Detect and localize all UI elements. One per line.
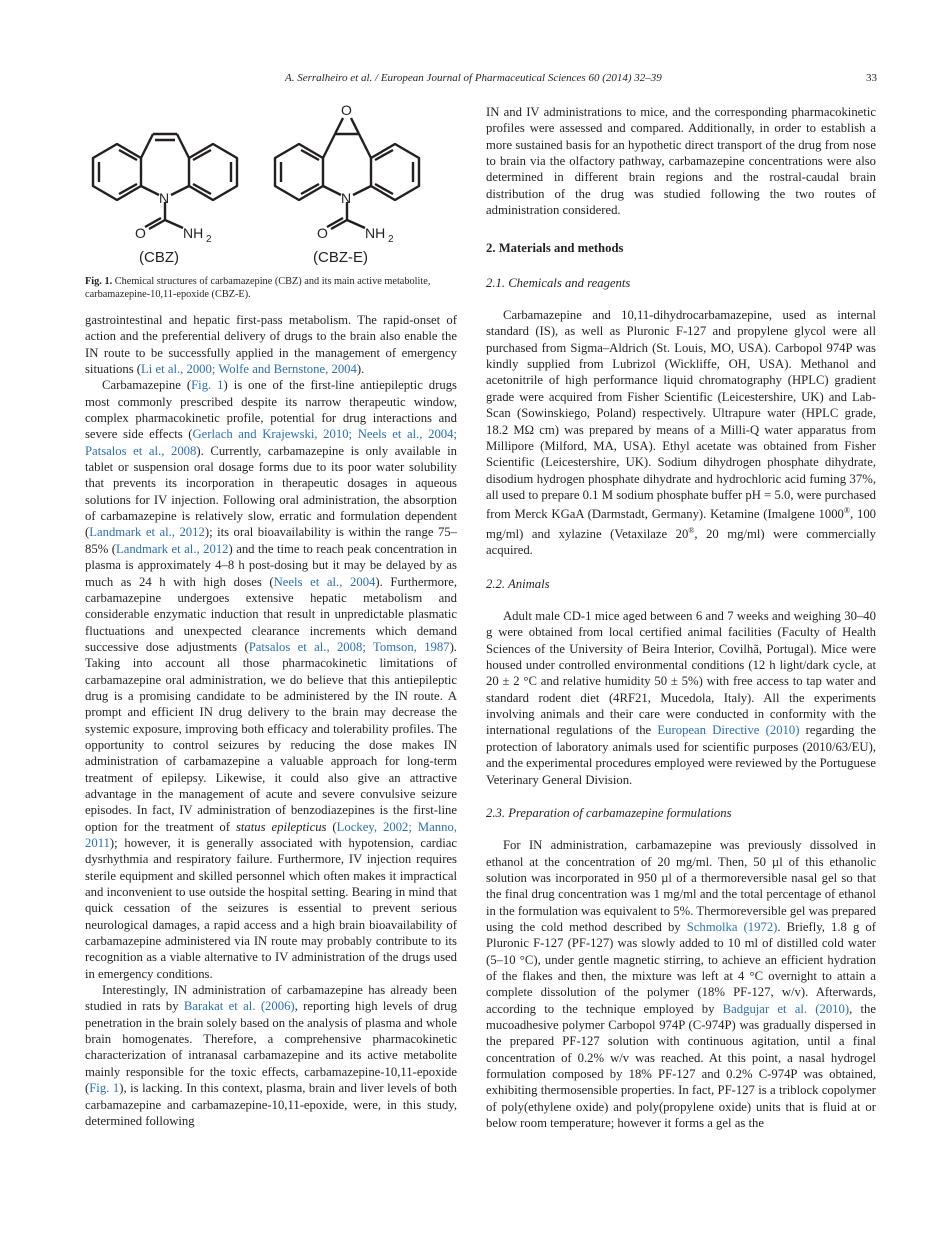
text-run: Adult male CD-1 mice aged between 6 and 7 weeks and weighing 30–40 g were obtained from local certified animal facilities (Faculty of Health Sciences of the University of Beira Interior, Covilhã, Portugal). Mice were housed under controlled environmental conditions (12 h light/dark cycle, at 20 ± 2 °C and relative humidity 50 ± 5%) with free access to tap water and standard rodent diet (4RF21, Mucedola, Italy). All the experiments involving animals and their care were conducted in conformity with the international regulations of the — [486, 609, 876, 738]
text-run: ) and the time to reach peak concentration in plasma is approximately 4–8 h post-dosing but it may be delayed by as much as 24 h with high doses ( — [85, 541, 458, 589]
registered-mark: ® — [688, 525, 695, 535]
citation-link[interactable]: Schmolka (1972) — [686, 919, 778, 934]
text-run: ); its oral bioavailability is within the range 75–85% ( — [85, 525, 457, 556]
text-run: For IN administration, carbamazepine was previously dissolved in ethanol at the concentration of 20 mg/ml. Then, 50 µl of this ethanolic solution was incorporated in 950 µl of a thermoreversible nasal gel so that the final drug concentration was 1 mg/ml and the total percentage of ethanol in the formulation was equivalent to 5%. Thermoreversible gel was prepared using the cold method described by — [486, 838, 876, 934]
citation-link[interactable]: Barakat et al. (2006) — [183, 999, 295, 1014]
paragraph: IN and IV administrations to mice, and the corresponding pharmacokinetic profiles were assessed and compared. Additionally, in order to establish a more sustained basis for an hypothetic direct transport of the drug from nose to brain via the olfactory pathway, carbamazepine concentrations were also determined in different brain regions and the rostral-caudal brain distribution of the drug was studied following the two routes of administration considered. — [486, 105, 876, 218]
text-run: , 20 mg/ml) were commercially acquired. — [486, 527, 876, 558]
cbz-label: (CBZ) — [139, 249, 179, 266]
figure-caption — [85, 275, 457, 301]
cbze-atom-n: N — [341, 190, 352, 206]
text-run: ); however, it is generally associated with hypotension, cardiac dysrhythmia and respiratory failure. Furthermore, IV injection requires sterile equipment and skilled personnel which often makes it impractical and inconvenient to use outside the hospital setting. Bearing in mind that quick cessation of the seizures is essential to prevent serious neurological damages, a rapid access and a high brain bioavailability of carbamazepine administered via IN route may probably contribute to its recognition as a viable alternative to IV administration of the drugs used in emergency conditions. — [85, 836, 457, 981]
cbz-structure — [93, 134, 237, 229]
citation-link[interactable]: Lockey, 2002; Manno, 2011 — [85, 819, 457, 850]
text-run: ). — [356, 362, 365, 377]
paragraph — [85, 312, 457, 377]
right-column — [486, 104, 876, 1131]
paragraph — [486, 837, 876, 1131]
paragraph — [85, 377, 457, 982]
citation-link[interactable]: European Directive (2010) — [657, 723, 800, 738]
citation-link[interactable]: Landmark et al., 2012 — [115, 541, 229, 556]
figure-caption-text: Chemical structures of carbamazepine (CBZ) and its main active metabolite, carbamazepine-10,11-epoxide (CBZ-E). — [85, 276, 431, 300]
paragraph — [486, 608, 876, 788]
text-run: ). Furthermore, carbamazepine undergoes extensive hepatic metabolism and considerable enzymatic induction that result in unpredictable plasmatic fluctuations and unexpected clearance increments which demand successive dose adjustments ( — [85, 574, 457, 654]
cbze-epoxide-o: O — [341, 102, 352, 118]
text-run: ). Currently, carbamazepine is only available in tablet or suspension oral dosage forms due to its poor water solubility that prevents its incorporation in therapeutic dosages in aqueous solutions for IV injection. Following oral administration, the absorption of carbamazepine is relatively slow, erratic and formulation dependent ( — [85, 443, 457, 540]
cbz-atom-sub: 2 — [206, 234, 212, 245]
text-run: gastrointestinal and hepatic first-pass metabolism. The rapid-onset of action and the preferential delivery of drugs to the brain also enable the IN route to be successfully applied in the management of emergency situations ( — [85, 313, 457, 377]
text-run: ) is one of the first-line antiepileptic drugs most commonly prescribed despite its narrow therapeutic window, complex pharmacokinetic profile, potential for drug interactions and severe side effects ( — [85, 378, 457, 442]
subsection-heading: 2.2. Animals — [486, 576, 550, 591]
text-run: , 100 mg/ml) and xylazine (Vetaxilaze 20 — [486, 507, 877, 542]
citation-link[interactable]: Neels et al., 2004 — [273, 574, 376, 589]
paragraph — [85, 982, 457, 1129]
journal-citation: A. Serralheiro et al. / European Journal of Pharmaceutical Sciences 60 (2014) 32–39 — [285, 72, 662, 84]
section-heading: 2. Materials and methods — [486, 241, 624, 256]
registered-mark: ® — [843, 506, 850, 516]
text-run: regarding the protection of laboratory animals used for scientific purposes (2010/63/EU), and the experimental procedures employed were reviewed by the Portuguese Veterinary General Division. — [486, 723, 876, 787]
italic-term: status epilepticus — [235, 819, 327, 834]
cbze-atom-o: O — [317, 225, 328, 241]
citation-link[interactable]: Badgujar et al. (2010) — [722, 1001, 850, 1016]
citation-link[interactable]: Landmark et al., 2012 — [89, 525, 205, 540]
subsection-heading: 2.3. Preparation of carbamazepine formulations — [486, 805, 732, 820]
cbz-atom-n: N — [159, 190, 170, 206]
figure-1 — [85, 98, 457, 268]
text-run: Interestingly, IN administration of carbamazepine has already been studied in rats by — [85, 983, 457, 1014]
figure-link[interactable]: Fig. 1 — [191, 378, 224, 393]
figure-caption-label: Fig. 1. — [85, 276, 113, 287]
cbz-atom-o: O — [135, 225, 146, 241]
cbze-structure — [275, 118, 419, 229]
text-run: ). Taking into account all those pharmacokinetic limitations of carbamazepine oral administration, we do believe that this antiepileptic drug is a promising candidate to be administered by the IN route. A prompt and efficient IN drug delivery to the brain may decrease the systemic exposure, improving both efficacy and tolerability profiles. The opportunity to control seizures by reducing the dose makes IN administration of carbamazepine a valuable approach for long-term treatment of epilepsy. Likewise, it could also give an attractive advantage in the management of acute and severe convulsive seizure episodes. In fact, IV administration of benzodiazepines is the first-line option for the treatment of — [85, 639, 457, 834]
subsection-heading: 2.1. Chemicals and reagents — [486, 275, 631, 290]
cbz-atom-nh: NH — [183, 225, 204, 241]
page-number: 33 — [866, 72, 877, 84]
cbze-label: (CBZ-E) — [313, 249, 368, 266]
paragraph — [486, 307, 876, 559]
text-run: , reporting high levels of drug penetration in the brain solely based on the analysis of plasma and whole brain homogenates. Therefore, a comprehensive pharmacokinetic characterization of intranasal carbamazepine and its active metabolite mainly responsible for the toxic effects, carbamazepine-10,11-epoxide ( — [85, 999, 457, 1096]
text-run: ), is lacking. In this context, plasma, brain and liver levels of both carbamazepine and carbamazepine-10,11-epoxide, were, in this study, determined following — [85, 1081, 457, 1128]
text-run: . Briefly, 1.8 g of Pluronic F-127 (PF-127) was slowly added to 10 ml of distilled cold water (5–10 °C), under gentle magnetic stirring, to achieve an efficient hydration of the flakes and then, the mixture was left at 4 °C overnight to attain a complete dissolution of the polymer (18% PF-127, w/v). Afterwards, according to the technique employed by — [486, 919, 876, 1016]
citation-link[interactable]: Li et al., 2000; Wolfe and Bernstone, 2004 — [141, 362, 357, 377]
figure-link[interactable]: Fig. 1 — [89, 1081, 120, 1096]
cbze-atom-sub: 2 — [388, 234, 394, 245]
text-run: ( — [326, 819, 337, 834]
citation-link[interactable]: Gerlach and Krajewski, 2010; Neels et al., 2004; Patsalos et al., 2008 — [85, 427, 457, 458]
cbze-atom-nh: NH — [365, 225, 386, 241]
citation-link[interactable]: Patsalos et al., 2008; Tomson, 1987 — [248, 639, 450, 654]
text-run: Carbamazepine ( — [102, 378, 192, 393]
chemical-structures — [85, 98, 457, 268]
text-run: Carbamazepine and 10,11-dihydrocarbamazepine, used as internal standard (IS), as well as Pluronic F-127 and propylene glycol were all purchased from Sigma–Aldrich (St. Louis, MO, USA). Carbopol 974P was kindly supplied from Lubrizol (Wickliffe, OH, USA). Methanol and acetonitrile of high performance liquid chromatography (HPLC) gradient grade were acquired from Fisher Scientific (Leicestershire, UK) and Lab-Scan (Sowinskiego, Poland) respectively. Ultrapure water (HPLC grade, 18.2 MΩ cm) was prepared by means of a Milli-Q water apparatus from Millipore (Milford, MA, USA). Ethyl acetate was obtained from Fisher Scientific (Leicestershire, UK). Sodium dihydrogen phosphate dihydrate, disodium hydrogen phosphate dihydrate and hydrochloric acid fuming 37%, all used to prepare 0.1 M sodium phosphate buffer pH = 5.0, were purchased from Merck KGaA (Darmstadt, Germany). Ketamine (Imalgene 1000 — [486, 308, 876, 522]
left-column — [85, 312, 457, 1129]
text-run: , the mucoadhesive polymer Carbopol 974P (C-974P) was gradually dispersed in the prepared PF-127 solution with continuous agitation, until a final concentration of 0.2% w/v was reached. At this point, a nasal hydrogel formulation composed by 18% PF-127 and 0.2% C-974P was obtained, exhibiting thermosensible properties. In fact, PF-127 is a triblock copolymer of poly(ethylene oxide) and poly(propylene oxide) units that is fluid at or below room temperature; however it forms a gel as the — [486, 1001, 876, 1131]
